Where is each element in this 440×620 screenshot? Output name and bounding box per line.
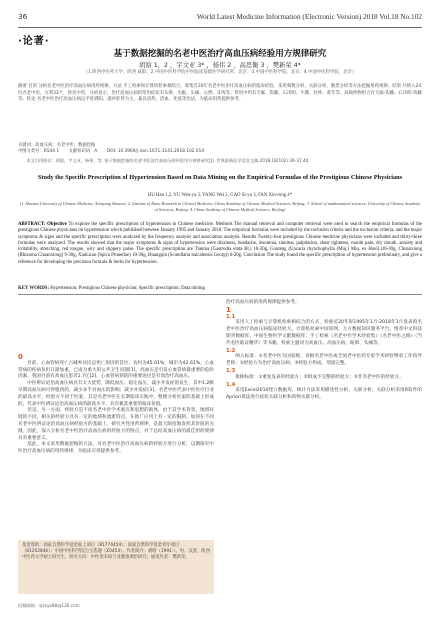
intro-paragraph: 基此，本文采用数据挖掘的方法，对名老中医治疗高血压病的经验方进行分析，以期探究中医治疗高血压病的用药规律，为临床应用提供参考。 [18, 442, 214, 455]
zh-meta [18, 143, 422, 155]
subsection-text: 纳入标准：①名老中医为国家级、省级名老中医或全国老中医药专家学术经验继承工作指导老师；②经验方为治疗高血压病；③经验方组成、剂量完整。 [226, 354, 422, 367]
en-abstract-label: ABSTRACT: Objective [18, 222, 67, 227]
subsection-text: 采用人工检索与计算机检索相结合的方式，检索近20年即1995年1月-2018年1月发表的名老中医治疗高血压病临床经验方。计算机检索中国知网、万方数据知识服务平台、维普中文科技期刊数据库、中国生物医学文献数据库；手工检索《名老中医学术经验集》《名老中医之路》《当代名医临证精华》等书籍，检索主题词为高血压、高血压病、眩晕、头痛等。 [226, 320, 422, 346]
journal-name: World Latest Medicine Information (Electronic Version) 2018 Vol.18 No.102 [196, 12, 422, 21]
subsection-heading: 1.4 [226, 381, 236, 388]
en-keywords [18, 286, 422, 291]
intro-paragraph: 但是，另一方面，经验方是不同名老中医学术观点和思想的载体，由于其学术背景，地域环境的不同，相关的经验方具有一定的地域和流派特点，在推广应用上有一定的限制。如何在不同名老中医辨证论治高血压病经验方的基础上，研究共性用药规律，是最大限度地发挥其价值的关键。因此，深入分析名老中医治疗高血压病的经验方的特点，对于总结高血压病的最佳用药规律具有重要意义。 [18, 408, 214, 441]
left-column [18, 354, 214, 456]
methods-section-number: 1 [226, 305, 231, 314]
right-lead-text: 治疗高血压病的用药规律提供参考。 [226, 300, 300, 305]
en-keywords-text: Hypertension; Prestigious Chinese physician; Specific prescription; Data mining [50, 286, 205, 291]
subsection-heading: 1.3 [226, 367, 236, 374]
fund-box [18, 540, 214, 594]
right-column [226, 300, 422, 402]
zh-authors: 胡晗 1，2 ，宇文亚 3* ，杨伟 2 ，高思衡 3 ，樊新荣 4* [139, 62, 301, 69]
page-header [18, 12, 422, 26]
en-authors: HU Han 1,2, YU Wen-ya 3, YANG Wei 2, GAO Si-yu 3, FAN Xin-rong 4* [147, 193, 293, 198]
zh-doi: DOI: 10.3969/j.issn.1671-3141.2018.102.014 [106, 149, 205, 155]
intro-section-number: 0 [18, 353, 23, 361]
en-affiliation: (1. Shaanxi University of Chinese Medicine, Xianyang Shaanxi; 2. Institute of Basic Research in Clinical Medicine, China Academy of Chinese Medical Sciences, Beijing; 3. School of mathematical sciences, University of Chinese Academy of Sciences, Beijing; 4. China Academy of Chinese Medical Sciences, Beijing) [19, 201, 421, 212]
en-abstract-text: To explore the specific prescription of hypertension in Chinese medicine. Methods The manual retrieval and computer retrieval were used to search the empirical formulas of the prestigious Chinese physicians on hypertension which published between January 1995 and January 2018. The empirical formulas were included by the inclusion criteria and the exclusion criteria, and the major symptoms & signs and the specific prescription were analyzed by the frequency analysis and association analysis. Results Twenty-four prestigious Chinese medicine physicians were included and thirty-three formulas were analyzed. The results showed that the major symptoms & signs of hypertension were dizziness, headache, insomnia, tinnitus, palpitation, chest tightness, mouth pain, dry mouth, anxiety and irritability, stretching, red tongue, wiry and slippery pulse. The specific prescription are Tianma (Gastrodia elata Bl.) 10-30g, Gouteng (Uncaria rhynchophylla (Miq.) Miq. ex Havil.)10-30g, Chuanxiong (Rhizoma Chuanxiong) 9-30g, Xiakucao (Spica Prunellae) 10-30g, Huangqin (Scutellaria baicalensis Georgi) 6-20g. Conclusion The study found the specific prescription of hypertension preliminary, and give a reference for developing the precision formula & herbs for hypertension. [18, 222, 422, 265]
zh-doc-code: 文献标识码：A [68, 149, 98, 155]
zh-classification [18, 149, 422, 155]
subsection-text: 排除标准：①重复发表的经验方；②组成不完整的经验方；③非名老中医的经验方。 [235, 374, 404, 380]
section-label: ·论著· [18, 36, 50, 47]
abstract-divider [18, 294, 422, 295]
intro-paragraph: 目前，心血管病死亡占城乡居民总死亡原因的首位，农村为45.01%，城市为42.61%，心血管病的疾病负担日渐加重，已成为重大的公共卫生问题[1]。高血压是引发心血管病最重要的危险因素，我国目前有高血压患者2.7亿[2]，心血管病预防的重要途径是有效治疗高血压。 [18, 360, 214, 380]
zh-clc: 中图分类号：R544.1 [18, 149, 60, 155]
subsection-heading: 1.1 [226, 313, 236, 320]
zh-abstract-text: 摘要 目的 分析名老中医治疗高血压病用药规律。方法 手工检索和计算机检索相结合，收集近20年名老中医治疗高血压病的临床经验，采用频数分析、关联分析、聚类分析等方法挖掘用药规律。结果 共纳入24位名老中医，方剂33个，涉及中药，分析显示，治疗高血压病的常用症状有头晕、失眠、头痛、心悸、耳鸣等；常用中药有天麻、钩藤、石决明、牛膝、杜仲、黄芩等；高频药物组合有天麻-钩藤、石决明-钩藤等。结论 名老中医治疗高血压病以平肝潜阳、滋补肝肾为主，兼以清热、活血、化痰等治法，为临床用药提供参考。 [18, 84, 422, 103]
zh-affiliation: （1.陕西中医药大学，陕西 咸阳；2.中国中医科学院中医临床基础医学研究所，北京；3.中国中医科学院，北京；4.中国中医科学院，北京） [83, 70, 357, 75]
subsection-heading: 1.2 [226, 347, 236, 354]
zh-citation: 本文引用格式：胡晗，宇文亚，杨伟，等. 基于数据挖掘的名老中医治疗高血压病经验用方规律研究[J]. 世界最新医学信息文摘,2018,18(102):36-37,40. [26, 158, 310, 163]
intro-paragraph: 中医辨证论治高血压病具有太大优势，降低血压；稳定血压，减少并发症的发生，其中1.2级早期高血压病可停服西药，减少多半对血压的影响；减少并发症[3]。名老中医代表中医医疗行业的最高水平，经验方不同于医案，其是名老中医在长期临床实践中，整理分析医案的基础上形成的，代表中医辨证论治高血压病的最高水平，具有极其重要的临床价值。 [18, 381, 214, 407]
zh-title: 基于数据挖掘的名老中医治疗高血压病经验用方规律研究 [113, 49, 327, 58]
page-number: 36 [18, 12, 28, 21]
fund-text: 基金资助：国家自然科学基金面上项目（81774454）；国家自然科学基金青年项目（81202846）；中国中医科学院自主选题（Z0454）。作者简介：胡晗（1991-），男，汉族，陕西中医药大学硕士研究生，研究方向：中医治未病与亚健康调治研究；通讯作者：樊新荣。 [22, 543, 210, 561]
en-title: Study the Specific Prescription of Hypertension Based on Data Mining on the Empirical Formulas of the Prestigious Chinese Physicians [37, 174, 403, 181]
zh-abstract [18, 84, 422, 104]
page-footer: 投稿邮箱：sjzxyx88@126.com [18, 603, 80, 608]
header-rule [18, 27, 422, 28]
en-abstract [18, 222, 422, 266]
zh-keywords: 关键词：高血压病；名老中医；数据挖掘 [18, 143, 96, 148]
en-keywords-label: KEY WORDS: [18, 286, 50, 291]
subsection-text: 采用Excel2010建立数据库，统计方法采用描述性分析、关联分析，关联分析采用R软件的Apriori算法进行症状关联分析和药物关联分析。 [226, 388, 422, 401]
